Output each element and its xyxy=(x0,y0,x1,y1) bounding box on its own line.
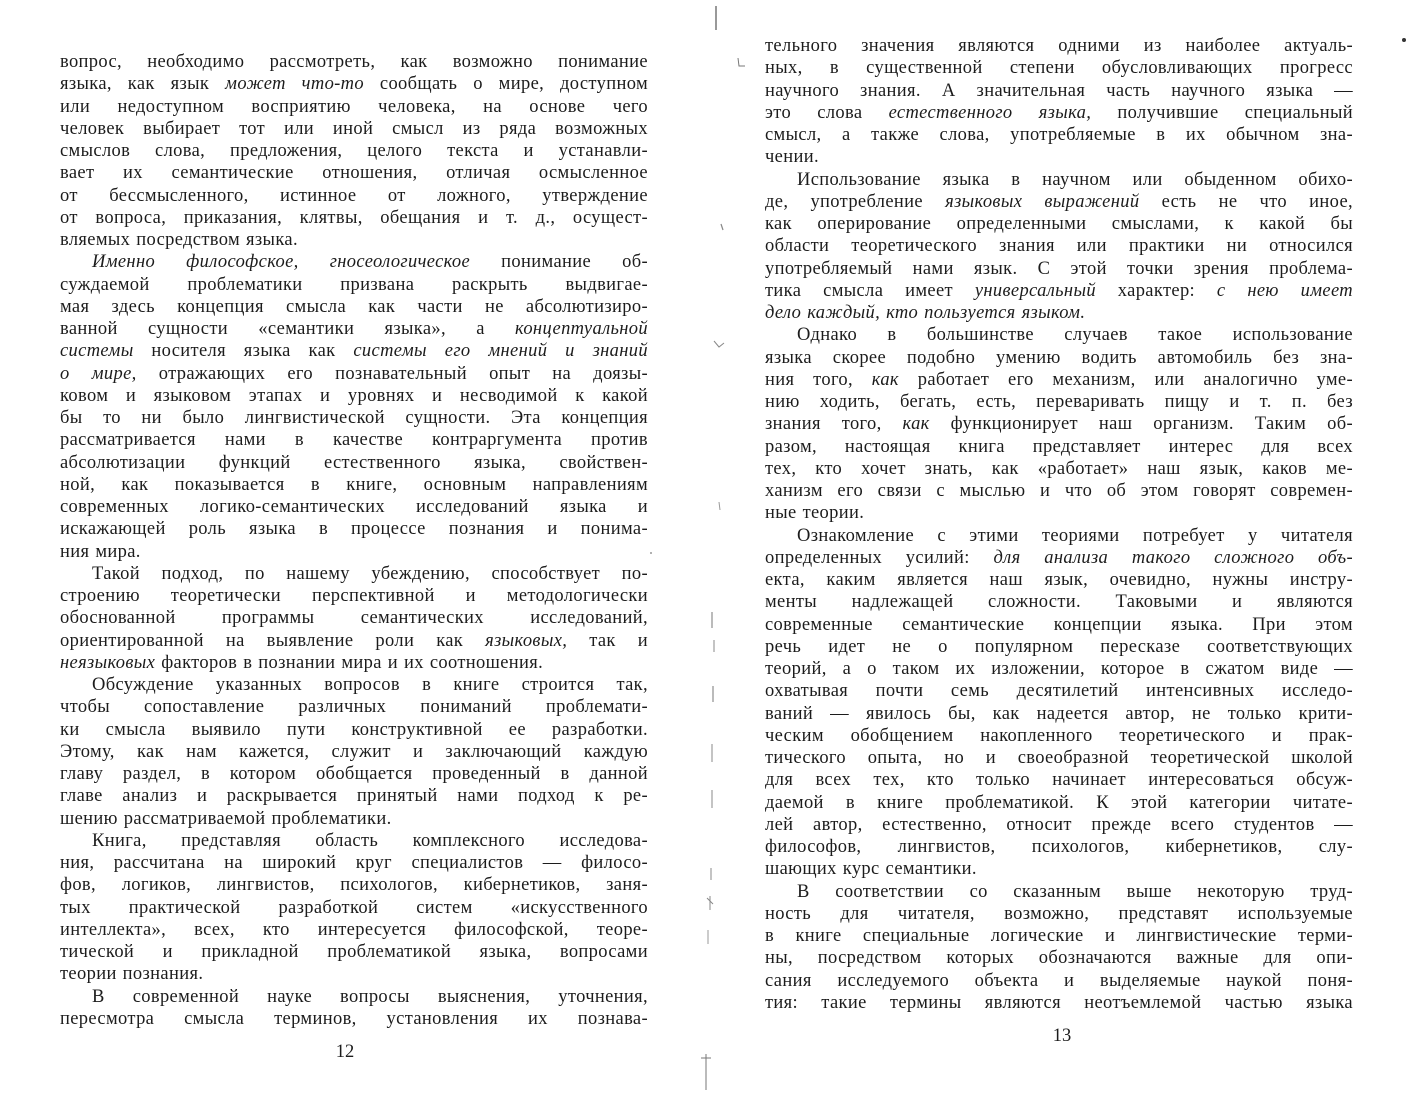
text-line xyxy=(60,830,648,852)
text-run: искажающей роль языка в процессе познания и понима- xyxy=(60,519,648,540)
scan-speck xyxy=(719,502,720,510)
text-run: или недоступном восприятию человека, на основе чего xyxy=(60,96,648,117)
italic-run: системы xyxy=(60,341,134,362)
italic-run: языковых выражений xyxy=(945,191,1140,212)
page-number: 12 xyxy=(335,1042,355,1062)
text-line xyxy=(765,35,1353,57)
text-line xyxy=(60,96,648,118)
text-run: сания исследуемого объекта и выделяемые наукой поня- xyxy=(765,970,1353,991)
text-line xyxy=(60,986,648,1008)
text-line xyxy=(765,992,1353,1014)
text-run: философов, лингвистов, психологов, кибернетиков, слу- xyxy=(765,837,1353,857)
text-run: смысл, а также слова, употребляемые в их обычном зна- xyxy=(765,125,1353,145)
text-run: употребляемый нами язык. С этой точки зрения проблема- xyxy=(765,258,1353,279)
text-run: бы то ни было лингвистической сущности. Эта концепция xyxy=(60,408,648,428)
text-run: языка, как язык xyxy=(60,74,226,95)
text-run: научного знания. А значительная часть научного языка — xyxy=(765,80,1353,101)
text-line xyxy=(765,525,1353,547)
text-run: ханизм его связи с мыслью и что об этом говорят современ- xyxy=(765,481,1353,501)
text-line xyxy=(60,585,648,607)
italic-run: как xyxy=(871,369,899,390)
text-run: тия: такие термины являются неотъемлемой частью языка xyxy=(765,992,1353,1013)
text-run: современных логико-семантических исследований языка и xyxy=(60,497,648,517)
text-run: тех, кто хочет знать, как «работает» наш язык, каков ме- xyxy=(765,458,1353,479)
text-line xyxy=(765,324,1353,346)
text-line xyxy=(60,51,648,73)
text-run: работает его механизм, или аналогично уме- xyxy=(898,369,1353,390)
text-run: тых практической разработкой систем «искусственного xyxy=(60,897,648,918)
text-line xyxy=(765,436,1353,458)
text-line xyxy=(765,947,1353,969)
text-run: Обсуждение указанных вопросов в книге строится так, xyxy=(92,675,648,695)
text-run: тического опыта, но и своеобразной теоретической школой xyxy=(765,748,1353,768)
text-line xyxy=(765,369,1353,391)
text-line xyxy=(765,347,1353,369)
text-line xyxy=(60,140,648,162)
text-line xyxy=(60,808,648,830)
text-line xyxy=(765,191,1353,213)
scan-speck xyxy=(1402,38,1406,42)
text-run: нию ходить, бегать, есть, переваривать пищу и т. п. без xyxy=(765,392,1353,412)
italic-run: универсальный xyxy=(974,280,1096,301)
text-run: даемой в книге проблематикой. К этой категории читате- xyxy=(765,792,1353,813)
text-run: Этому, как нам кажется, служит и заключающий каждую xyxy=(60,741,648,762)
text-block xyxy=(60,51,648,1030)
text-line xyxy=(765,102,1353,124)
text-run: носителя языка как xyxy=(133,341,354,362)
text-run: определенных усилий: xyxy=(765,547,994,568)
text-line xyxy=(60,429,648,451)
text-line xyxy=(765,502,1353,524)
text-line xyxy=(765,213,1353,235)
scan-speck xyxy=(738,58,745,66)
text-line xyxy=(60,452,648,474)
text-run: рассматривается нами в качестве контраргумента против xyxy=(60,430,648,451)
text-run: де, употребление xyxy=(765,191,946,212)
text-line xyxy=(60,874,648,896)
text-run: абсолютизации функций естественного языка, свойствен- xyxy=(60,452,648,473)
text-line xyxy=(765,725,1353,747)
text-run: отражающих его познавательный опыт на доязы- xyxy=(136,363,648,384)
text-line xyxy=(765,547,1353,569)
page-number: 13 xyxy=(1052,1026,1072,1046)
text-line xyxy=(765,80,1353,102)
text-run: для всех тех, кто только начинает интересоваться обсуж- xyxy=(765,770,1353,791)
text-line xyxy=(60,318,648,340)
text-line xyxy=(60,563,648,585)
scan-speck xyxy=(707,896,713,910)
italic-run: может что-то xyxy=(225,74,364,95)
text-run: разом, настоящая книга представляет интерес для всех xyxy=(765,436,1353,457)
text-line xyxy=(765,413,1353,435)
text-run: современные семантические концепции языка. При этом xyxy=(765,614,1353,635)
text-run: ния того, xyxy=(765,369,872,390)
text-line xyxy=(60,296,648,318)
text-run: знания того, xyxy=(765,414,903,435)
text-run: сообщать о мире, доступном xyxy=(364,74,648,95)
text-line xyxy=(765,703,1353,725)
text-run: В современной науке вопросы выяснения, уточнения, xyxy=(92,986,648,1007)
text-line xyxy=(60,674,648,696)
text-line xyxy=(765,57,1353,79)
text-line xyxy=(765,302,1353,324)
text-line xyxy=(60,185,648,207)
text-line xyxy=(60,1008,648,1030)
text-run: ния мира. xyxy=(60,541,141,562)
text-run: от вопроса, приказания, клятвы, обещания и т. д., осущест- xyxy=(60,207,648,228)
text-run: пересмотра смысла терминов, установления их познава- xyxy=(60,1008,648,1029)
text-line xyxy=(60,496,648,518)
text-line xyxy=(765,881,1353,903)
text-run: тельного значения являются одними из наиболее актуаль- xyxy=(765,36,1353,56)
text-run: тической и прикладной проблематикой языка, вопросами xyxy=(60,942,648,962)
text-run: ковом и языковом этапах и уровнях и несводимой к какой xyxy=(60,385,648,406)
text-run: вляемых посредством языка. xyxy=(60,230,298,250)
text-line xyxy=(765,836,1353,858)
text-run: шению рассматриваемой проблематики. xyxy=(60,808,392,829)
text-run: строению теоретически перспективной и методологически xyxy=(60,586,648,606)
italic-run: неязыковых xyxy=(60,652,156,673)
text-line xyxy=(60,696,648,718)
italic-run: о мире, xyxy=(60,363,137,384)
text-line xyxy=(765,925,1353,947)
text-run: функционирует наш организм. Таким об- xyxy=(929,414,1353,435)
text-line xyxy=(765,903,1353,925)
text-line xyxy=(60,741,648,763)
text-run: ных, в существенной степени обусловливающих прогресс xyxy=(765,58,1353,79)
text-block xyxy=(765,35,1353,1014)
text-line xyxy=(765,814,1353,836)
text-line xyxy=(765,636,1353,658)
text-line xyxy=(60,118,648,140)
italic-run: естественного языка, xyxy=(888,102,1092,123)
text-line xyxy=(60,162,648,184)
text-run: ны, посредством которых обозначаются важные для опи- xyxy=(765,948,1353,969)
text-run: ваний — явилось бы, как надеется автор, не только крити- xyxy=(765,703,1353,724)
text-run: мая здесь концепция смысла как части не абсолютизиро- xyxy=(60,296,648,317)
text-line xyxy=(60,652,648,674)
text-line xyxy=(765,480,1353,502)
text-line xyxy=(60,207,648,229)
text-run: получившие специальный xyxy=(1091,102,1353,123)
text-line xyxy=(765,146,1353,168)
text-line xyxy=(60,963,648,985)
text-run: как оперирование определенными смыслами, к какой бы xyxy=(765,214,1353,234)
text-line xyxy=(765,280,1353,302)
text-run: ориентированной на выявление роли как xyxy=(60,630,486,651)
page-right xyxy=(765,35,1353,1014)
text-run: смыслов слова, предложения, целого текста и устанавли- xyxy=(60,141,648,161)
text-run: фов, логиков, лингвистов, психологов, кибернетиков, заня- xyxy=(60,875,648,896)
italic-run: как xyxy=(902,414,930,435)
scan-speck xyxy=(721,224,723,230)
text-run: теорий, а о таком их изложении, которое в сжатом виде — xyxy=(765,659,1353,679)
text-line xyxy=(765,858,1353,880)
text-line xyxy=(765,747,1353,769)
text-line xyxy=(765,614,1353,636)
text-run: чтобы сопоставление различных пониманий проблемати- xyxy=(60,697,648,718)
text-line xyxy=(60,229,648,251)
text-line xyxy=(765,658,1353,680)
text-run: так и xyxy=(567,630,648,651)
text-run: шающих курс семантики. xyxy=(765,859,977,880)
text-line xyxy=(60,763,648,785)
text-line xyxy=(60,340,648,362)
text-run: человек выбирает тот или иной смысл из ряда возможных xyxy=(60,118,648,139)
text-line xyxy=(60,919,648,941)
text-run: вопрос, необходимо рассмотреть, как возможно понимание xyxy=(60,52,648,72)
text-line xyxy=(765,591,1353,613)
text-run: главе анализ и раскрывается принятый нами подход к ре- xyxy=(60,786,648,807)
text-line xyxy=(60,607,648,629)
text-run: вает их семантические отношения, отличая осмысленное xyxy=(60,163,648,184)
text-run: Однако в большинстве случаев такое использование xyxy=(797,325,1353,346)
text-line xyxy=(765,391,1353,413)
text-run: обоснованной программы семантических исследований, xyxy=(60,608,648,629)
text-line xyxy=(765,769,1353,791)
text-run: лей автор, естественно, относит прежде всего студентов — xyxy=(765,814,1353,835)
text-line xyxy=(765,258,1353,280)
text-run: от бессмысленного, истинное от ложного, утверждение xyxy=(60,185,648,206)
text-line xyxy=(60,251,648,273)
text-run: области теоретического знания или практики ни относился xyxy=(765,236,1353,257)
text-line xyxy=(60,541,648,563)
italic-run: дело каждый, кто пользуется языком. xyxy=(765,303,1086,323)
text-line xyxy=(60,274,648,296)
text-line xyxy=(765,235,1353,257)
text-line xyxy=(765,970,1353,992)
text-line xyxy=(60,385,648,407)
text-run: ванной сущности «семантики языка», а xyxy=(60,319,516,339)
italic-run: системы его мнений и знаний xyxy=(353,341,648,362)
text-run: интеллекта», всех, кто интересуется философской, теоре- xyxy=(60,919,648,940)
text-run: ной, как показывается в книге, основным направлениям xyxy=(60,474,648,495)
italic-run: Именно философское, гносеологическое xyxy=(92,252,471,273)
text-run: тика смысла имеет xyxy=(765,280,975,301)
text-line xyxy=(60,852,648,874)
text-run: характер: xyxy=(1095,280,1217,301)
text-run: теории познания. xyxy=(60,964,204,985)
text-run: Использование языка в научном или обыденном обихо- xyxy=(797,169,1353,190)
text-line xyxy=(765,680,1353,702)
text-run: ные теории. xyxy=(765,503,865,524)
text-run: Ознакомление с этими теориями потребует у читателя xyxy=(797,525,1353,546)
text-run: речь идет не о популярном пересказе соответствующих xyxy=(765,636,1353,657)
text-run: главу раздел, в котором обобщается проведенный в данной xyxy=(60,764,648,784)
text-run: понимание об- xyxy=(470,252,648,273)
text-run: менты надлежащей сложности. Таковыми и являются xyxy=(765,592,1353,613)
text-line xyxy=(60,73,648,95)
italic-run: концептуальной xyxy=(515,319,648,339)
text-line xyxy=(765,792,1353,814)
text-run: чении. xyxy=(765,147,819,168)
text-line xyxy=(60,474,648,496)
text-run: Такой подход, по нашему убеждению, способствует по- xyxy=(92,563,648,584)
text-run: ки смысла выявило пути конструктивной ее разработки. xyxy=(60,719,648,740)
text-run: В соответствии со сказанным выше некоторую труд- xyxy=(797,881,1353,902)
italic-run: языковых, xyxy=(485,630,568,651)
text-line xyxy=(60,407,648,429)
page-left xyxy=(60,51,648,1030)
text-run: языка скорее подобно умению водить автомобиль без зна- xyxy=(765,347,1353,368)
text-run: факторов в познании мира и их соотношения. xyxy=(155,652,544,673)
text-run: в книге специальные логические и лингвистические терми- xyxy=(765,926,1353,946)
italic-run: для анализа такого сложного объ- xyxy=(993,547,1353,568)
text-line xyxy=(60,941,648,963)
text-run: Книга, представляя область комплексного исследова- xyxy=(92,830,648,851)
scan-speck xyxy=(714,341,724,347)
text-line xyxy=(60,630,648,652)
text-run: ческим обобщением накопленного теоретического и прак- xyxy=(765,725,1353,746)
text-line xyxy=(765,458,1353,480)
text-run: ность для читателя, возможно, представят используемые xyxy=(765,903,1353,924)
text-run: это слова xyxy=(765,102,889,123)
italic-run: с нею имеет xyxy=(1216,280,1353,301)
text-line xyxy=(765,569,1353,591)
text-line xyxy=(60,785,648,807)
scan-speck xyxy=(650,552,652,554)
scan-speck xyxy=(701,1054,711,1090)
text-run: суждаемой проблематики призвана раскрыть выдвигае- xyxy=(60,274,648,295)
text-run: есть не что иное, xyxy=(1139,191,1353,212)
text-line xyxy=(60,719,648,741)
text-run: ния, рассчитана на широкий круг специалистов — филосо- xyxy=(60,853,648,873)
text-run: охватывая почти семь десятилетий интенсивных исследо- xyxy=(765,681,1353,702)
text-line xyxy=(60,518,648,540)
text-line xyxy=(765,169,1353,191)
text-line xyxy=(60,363,648,385)
text-run: екта, каким является наш язык, очевидно, нужны инстру- xyxy=(765,570,1353,590)
text-line xyxy=(765,124,1353,146)
text-line xyxy=(60,897,648,919)
